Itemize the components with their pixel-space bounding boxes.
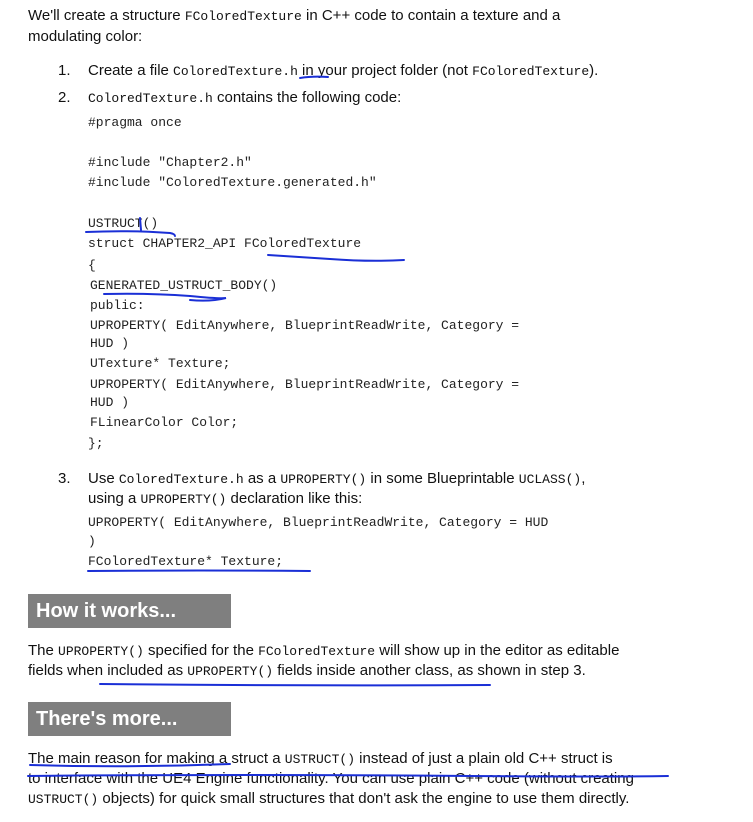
step-text: ).: [589, 62, 599, 79]
ink-underline-when-included: [100, 684, 490, 685]
intro-text: in C++ code to contain a texture and a: [301, 7, 561, 24]
step-code: ColoredTexture.h: [118, 472, 244, 487]
step-code: UCLASS(): [518, 472, 582, 487]
code-line-9: GENERATED_USTRUCT_BODY(): [90, 278, 278, 293]
ink-underline-fcoloredtexture: [268, 255, 404, 261]
ink-underline-ustruct: [86, 231, 175, 236]
code-line-8: {: [88, 258, 96, 273]
code-line-1: #pragma once: [88, 115, 182, 130]
code-line-11: UPROPERTY( EditAnywhere, BlueprintReadWrite, Category =: [90, 318, 520, 333]
step-code: UPROPERTY(): [140, 492, 227, 507]
how-text: will show up in the editor as editable: [375, 642, 620, 659]
code-line-3: #include "Chapter2.h": [88, 155, 252, 170]
more-text: instead of just a plain old C++ struct is: [355, 750, 613, 767]
section-heading-theres-more: There's more...: [28, 702, 231, 736]
section-heading-how-it-works: How it works...: [28, 594, 231, 628]
code2-line-3: FColoredTexture* Texture;: [88, 554, 284, 569]
step-2-number: 2.: [58, 89, 71, 106]
step-code: FColoredTexture: [472, 64, 590, 79]
step-1-number: 1.: [58, 62, 71, 79]
how-code: FColoredTexture: [258, 644, 376, 659]
code-line-15: HUD ): [90, 395, 130, 410]
step-text: ,: [581, 470, 586, 487]
how-text: fields inside another class, as shown in step 3.: [273, 662, 586, 679]
ink-underline-fcolored-texture-ptr: [88, 571, 310, 572]
ink-strike-interface: [28, 775, 668, 777]
more-text: objects) for quick small structures that don't ask the engine to use them directly.: [98, 790, 630, 807]
step-code: ColoredTexture.h: [88, 91, 213, 106]
ink-underline-generated: [104, 294, 226, 301]
more-text: The main reason for making a struct a: [28, 750, 285, 767]
step-text: Create a file: [88, 62, 174, 79]
code-line-14: UPROPERTY( EditAnywhere, BlueprintReadWrite, Category =: [90, 377, 520, 392]
step-text: as a: [243, 470, 281, 487]
how-code: UPROPERTY(): [187, 664, 274, 679]
code-line-16: FLinearColor Color;: [90, 415, 239, 430]
how-text: The: [28, 642, 59, 659]
ink-underline-h: [300, 77, 328, 78]
how-text: fields when included as: [28, 662, 188, 679]
step-text: contains the following code:: [212, 89, 402, 106]
code2-line-2: ): [88, 534, 96, 549]
code-line-7: struct CHAPTER2_API FColoredTexture: [88, 236, 362, 251]
intro-text: We'll create a structure: [28, 7, 185, 24]
intro-line-2: modulating color:: [28, 28, 143, 45]
step-text: Use: [88, 470, 119, 487]
more-line-2: to interface with the UE4 Engine functionality. You can use plain C++ code (without creating: [28, 770, 634, 787]
step-text: declaration like this:: [226, 490, 363, 507]
code-line-6: USTRUCT(): [88, 216, 159, 231]
code2-line-1: UPROPERTY( EditAnywhere, BlueprintReadWrite, Category = HUD: [88, 515, 549, 530]
step-code: UPROPERTY(): [280, 472, 367, 487]
step-code: ColoredTexture.h: [173, 64, 298, 79]
step-text: in some Blueprintable: [366, 470, 519, 487]
step-3-number: 3.: [58, 470, 71, 487]
code-line-13: UTexture* Texture;: [90, 356, 231, 371]
more-code: USTRUCT(): [284, 752, 355, 767]
code-line-12: HUD ): [90, 336, 130, 351]
step-text: using a: [88, 490, 141, 507]
ink-underline-main-reason: [30, 764, 230, 766]
more-code: USTRUCT(): [28, 792, 99, 807]
code-line-4: #include "ColoredTexture.generated.h": [88, 175, 377, 190]
step-text: in your project folder (not: [297, 62, 473, 79]
code-line-10: public:: [90, 298, 145, 313]
code-line-17: };: [88, 436, 104, 451]
ink-mark-ustruct: [140, 218, 141, 230]
intro-code: FColoredTexture: [184, 9, 302, 24]
how-code: UPROPERTY(): [58, 644, 144, 659]
how-text: specified for the: [143, 642, 259, 659]
